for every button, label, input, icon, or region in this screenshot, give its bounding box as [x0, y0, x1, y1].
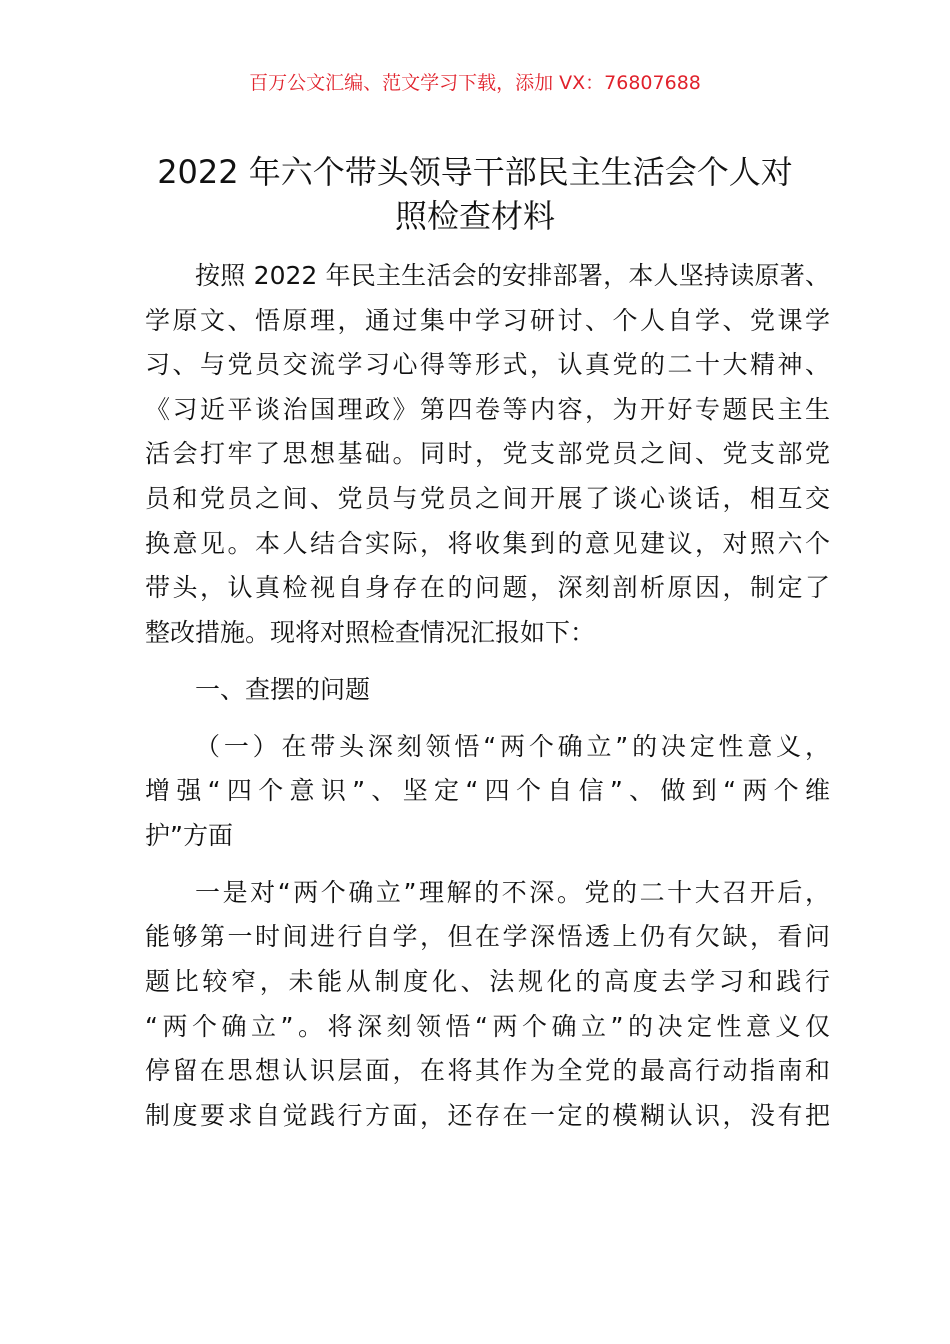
text-line: 护”方面	[145, 820, 233, 850]
document-body	[145, 254, 830, 1151]
text-line: （一）在带头深刻领悟“两个确立”的决定性意义，	[195, 731, 830, 761]
text-line: 题比较窄，未能从制度化、法规化的高度去学习和践行	[145, 967, 830, 997]
text-line: 一是对“两个确立”理解的不深。党的二十大召开后，	[195, 877, 830, 907]
text-line: “两个确立”。将深刻领悟“两个确立”的决定性意义仅	[145, 1011, 830, 1041]
text-line: 《习近平谈治国理政》第四卷等内容，为开好专题民主生	[145, 394, 830, 424]
title-line: 照检查材料	[394, 197, 555, 235]
watermark-header: 百万公文汇编、范文学习下载，添加 VX：76807688	[249, 72, 701, 94]
title-line: 2022 年六个带头领导干部民主生活会个人对	[157, 153, 793, 191]
text-line: 带头，认真检视自身存在的问题，深刻剖析原因，制定了	[145, 573, 830, 603]
paragraph	[145, 254, 830, 655]
text-line: 学原文、悟原理，通过集中学习研讨、个人自学、党课学	[145, 305, 830, 335]
paragraph	[145, 871, 830, 1139]
section-heading	[145, 668, 830, 713]
text-line: 停留在思想认识层面，在将其作为全党的最高行动指南和	[145, 1056, 830, 1086]
text-line: 增强“四个意识”、坚定“四个自信”、做到“两个维	[145, 776, 830, 806]
text-line: 习、与党员交流学习心得等形式，认真党的二十大精神、	[145, 350, 830, 380]
text-line: 按照 2022 年民主生活会的安排部署，本人坚持读原著、	[195, 261, 830, 290]
text-line: 换意见。本人结合实际，将收集到的意见建议，对照六个	[145, 528, 830, 558]
paragraph	[145, 725, 830, 859]
text-line: 一、查摆的问题	[195, 674, 371, 704]
text-line: 能够第一时间进行自学，但在学深悟透上仍有欠缺，看问	[145, 922, 830, 952]
text-line: 制度要求自觉践行方面，还存在一定的模糊认识，没有把	[145, 1100, 830, 1130]
text-line: 活会打牢了思想基础。同时，党支部党员之间、党支部党	[145, 439, 830, 469]
text-line: 整改措施。现将对照检查情况汇报如下：	[145, 617, 596, 647]
document-title	[140, 150, 810, 238]
text-line: 员和党员之间、党员与党员之间开展了谈心谈话，相互交	[145, 483, 830, 513]
